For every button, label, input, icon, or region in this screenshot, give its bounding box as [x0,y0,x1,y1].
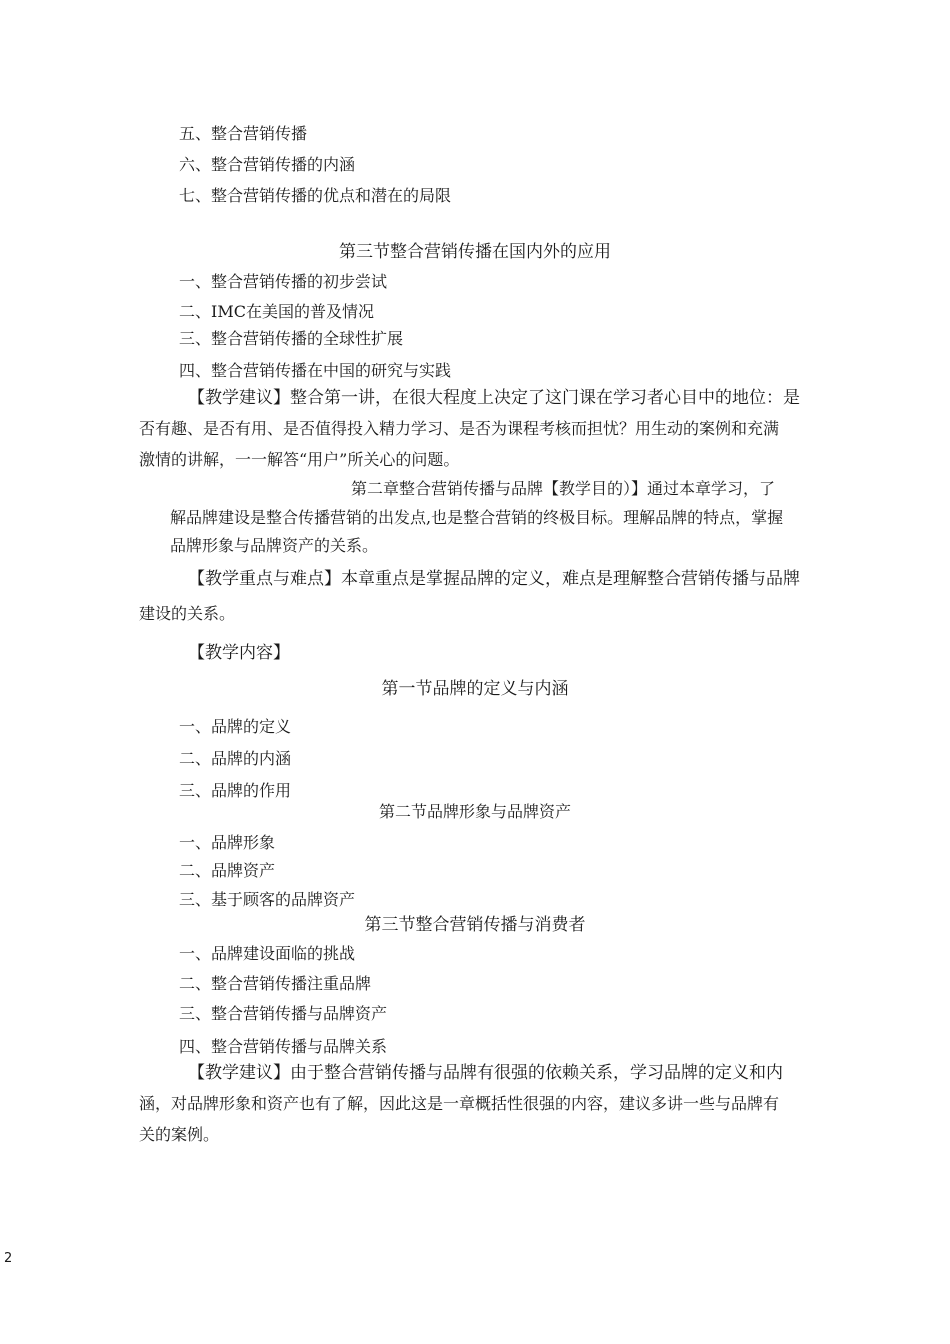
paragraph-line: 【教学建议】由于整合营销传播与品牌有很强的依赖关系，学习品牌的定义和内 [188,1063,783,1083]
list-item: 三、整合营销传播的全球性扩展 [179,329,404,348]
paragraph-line: 否有趣、是否有用、是否值得投入精力学习、是否为课程考核而担忧？用生动的案例和充满 [139,419,780,438]
paragraph-line: 关的案例。 [139,1125,220,1144]
list-item: 七、整合营销传播的优点和潜在的局限 [179,186,452,205]
paragraph-line: 建设的关系。 [139,604,236,623]
list-item: 二、品牌资产 [179,861,276,880]
paragraph-line: 品牌形象与品牌资产的关系。 [170,536,379,555]
paragraph-line: 【教学重点与难点】本章重点是掌握品牌的定义，难点是理解整合营销传播与品牌 [188,569,800,589]
section-label: 【教学内容】 [188,643,290,663]
list-item: 一、品牌建设面临的挑战 [179,944,356,963]
list-item: 二、品牌的内涵 [179,749,292,768]
section-heading: 第三节整合营销传播与消费者 [364,915,586,935]
list-item: 五、整合营销传播 [179,124,308,143]
page-number: 2 [4,1251,13,1266]
list-item: 三、基于顾客的品牌资产 [179,890,356,909]
list-item: 四、整合营销传播在中国的研究与实践 [179,361,452,380]
section-heading: 第三节整合营销传播在国内外的应用 [339,242,611,262]
list-item: 二、IMC在美国的普及情况 [179,302,374,321]
paragraph-line: 激情的讲解，一一解答“用户”所关心的问题。 [139,450,460,469]
list-item: 一、品牌形象 [179,833,276,852]
paragraph-line: 【教学建议】整合第一讲，在很大程度上决定了这门课在学习者心目中的地位：是 [188,388,800,408]
paragraph-line: 解品牌建设是整合传播营销的出发点,也是整合营销的终极目标。理解品牌的特点，掌握 [170,508,784,527]
chapter-heading-line: 第二章整合营销传播与品牌【教学目的）】通过本章学习，了 [351,479,776,498]
list-item: 四、整合营销传播与品牌关系 [179,1037,388,1056]
list-item: 三、品牌的作用 [179,781,292,800]
section-heading: 第一节品牌的定义与内涵 [381,679,569,699]
list-item: 一、品牌的定义 [179,717,292,736]
list-item: 三、整合营销传播与品牌资产 [179,1004,388,1023]
list-item: 一、整合营销传播的初步尝试 [179,272,388,291]
list-item: 六、整合营销传播的内涵 [179,155,356,174]
list-item: 二、整合营销传播注重品牌 [179,974,372,993]
paragraph-line: 涵，对品牌形象和资产也有了解，因此这是一章概括性很强的内容，建议多讲一些与品牌有 [139,1094,780,1113]
section-heading: 第二节品牌形象与品牌资产 [378,802,571,821]
